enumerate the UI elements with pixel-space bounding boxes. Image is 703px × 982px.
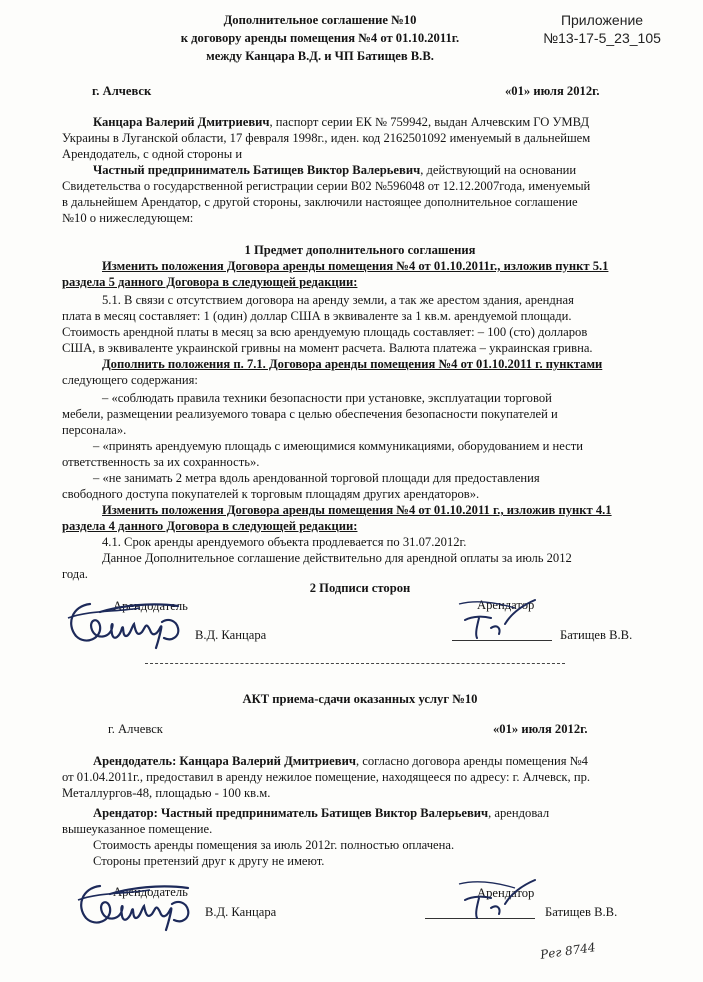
act-city: г. Алчевск — [108, 722, 163, 736]
section2-heading: 2 Подписи сторон — [309, 581, 411, 595]
section1-line5: Стоимость арендной платы в месяц за всю арендуемую площадь составляет: – 100 (сто) долларов — [62, 325, 588, 339]
act-landlord-signature — [70, 874, 210, 934]
section1-line3: 5.1. В связи с отсутствием договора на аренду земли, а так же арестом здания, арендная — [102, 293, 574, 307]
act-line1: Арендодатель: Канцара Валерий Дмитриевич, согласно договора аренды помещения №4 — [93, 754, 588, 768]
section1-line19: Данное Дополнительное соглашение действительно для арендной оплаты за июль 2012 — [102, 551, 572, 565]
landlord-name: В.Д. Канцара — [195, 628, 267, 642]
section1-line6: США, в эквиваленте украинской гривны на момент расчета. Валюта платежа – украинская гривна. — [62, 341, 593, 355]
section1-line1: Изменить положения Договора аренды помещения №4 от 01.10.2011г., изложив пункт 5.1 — [102, 259, 609, 273]
city: г. Алчевск — [92, 84, 152, 98]
act-landlord-label: Арендодатель — [113, 885, 188, 899]
date: «01» июля 2012г. — [505, 84, 600, 98]
act-landlord-name: В.Д. Канцара — [205, 905, 277, 919]
section1-line9: – «соблюдать правила техники безопасности при установке, эксплуатации торговой — [102, 391, 552, 405]
section1-heading: 1 Предмет дополнительного соглашения — [244, 243, 476, 257]
section1-line10: мебели, размещении реализуемого товара с целью обеспечения безопасности покупателей и — [62, 407, 558, 421]
party2-line3: в дальнейшем Арендатор, с другой стороны, заключили настоящее дополнительное соглашение — [62, 195, 578, 209]
act-line4: Арендатор: Частный предприниматель Батищев Виктор Валерьевич, арендовал — [93, 806, 550, 820]
document-title: Дополнительное соглашение №10 — [223, 13, 417, 27]
section1-line4: плата в месяц составляет: 1 (один) доллар США в эквиваленте за 1 кв.м. арендуемой площади. — [62, 309, 572, 323]
party1-line1: Канцара Валерий Дмитриевич, паспорт серии ЕК № 759942, выдан Алчевским ГО УМВД — [93, 115, 590, 129]
handwritten-registration-note: Рег 8744 — [539, 940, 597, 962]
attachment-label: Приложение — [560, 12, 644, 28]
section1-line2: раздела 5 данного Договора в следующей редакции: — [62, 275, 358, 289]
section1-line20: года. — [62, 567, 88, 581]
act-heading: АКТ приема-сдачи оказанных услуг №10 — [242, 692, 478, 706]
section1-line15: свободного доступа покупателей к торговым площадям других арендаторов». — [62, 487, 480, 501]
document-subtitle: к договору аренды помещения №4 от 01.10.2011г. — [180, 31, 460, 45]
act-line5: вышеуказанное помещение. — [62, 822, 213, 836]
attachment-number: №13-17-5_23_105 — [543, 30, 661, 46]
section1-line13: ответственность за их сохранность». — [62, 455, 260, 469]
tenant-signature — [455, 594, 545, 644]
act-tenant-signature — [455, 872, 545, 922]
section1-line7: Дополнить положения п. 7.1. Договора аренды помещения №4 от 01.10.2011 г. пунктами — [102, 357, 603, 371]
act-tenant-name: Батищев В.В. — [545, 905, 618, 919]
act-line7: Стороны претензий друг к другу не имеют. — [93, 854, 325, 868]
landlord-label: Арендодатель — [113, 599, 188, 613]
act-line2: от 01.04.2011г., предоставил в аренду нежилое помещение, находящееся по адресу: г. Алчевск, пр. — [62, 770, 591, 784]
party1-line2: Украины в Луганской области, 17 февраля 1998г., иден. код 2162501092 именуемый в дальнейшем — [62, 131, 591, 145]
section1-line18: 4.1. Срок аренды арендуемого объекта продлевается по 31.07.2012г. — [102, 535, 467, 549]
act-date: «01» июля 2012г. — [493, 722, 588, 736]
party2-line1: Частный предприниматель Батищев Виктор Валерьевич, действующий на основании — [93, 163, 577, 177]
attachment-stamp — [517, 11, 687, 47]
act-tenant-label: Арендатор — [477, 886, 535, 900]
act-line6: Стоимость аренды помещения за июль 2012г. полностью оплачена. — [93, 838, 455, 852]
tenant-label: Арендатор — [477, 598, 535, 612]
section1-line17: раздела 4 данного Договора в следующей редакции: — [62, 519, 358, 533]
section1-line11: персонала». — [62, 423, 127, 437]
party2-line4: №10 о нижеследующем: — [62, 211, 194, 225]
party2-line2: Свидетельства о государственной регистрации серии В02 №596048 от 12.12.2007года, именуемый — [62, 179, 591, 193]
section1-line14: – «не занимать 2 метра вдоль арендованной торговой площади для предоставления — [93, 471, 540, 485]
tenant-name: Батищев В.В. — [560, 628, 633, 642]
section1-line16: Изменить положения Договора аренды помещения №4 от 01.10.2011 г., изложив пункт 4.1 — [102, 503, 612, 517]
party1-line3: Арендодатель, с одной стороны и — [62, 147, 243, 161]
landlord-signature — [60, 592, 200, 652]
document-parties-line: между Канцара В.Д. и ЧП Батищев В.В. — [206, 49, 434, 63]
section1-line8: следующего содержания: — [62, 373, 198, 387]
section1-line12: – «принять арендуемую площадь с имеющимися коммуникациями, оборудованием и нести — [93, 439, 583, 453]
section-separator — [145, 663, 565, 664]
act-line3: Металлургов-48, площадью - 100 кв.м. — [62, 786, 271, 800]
